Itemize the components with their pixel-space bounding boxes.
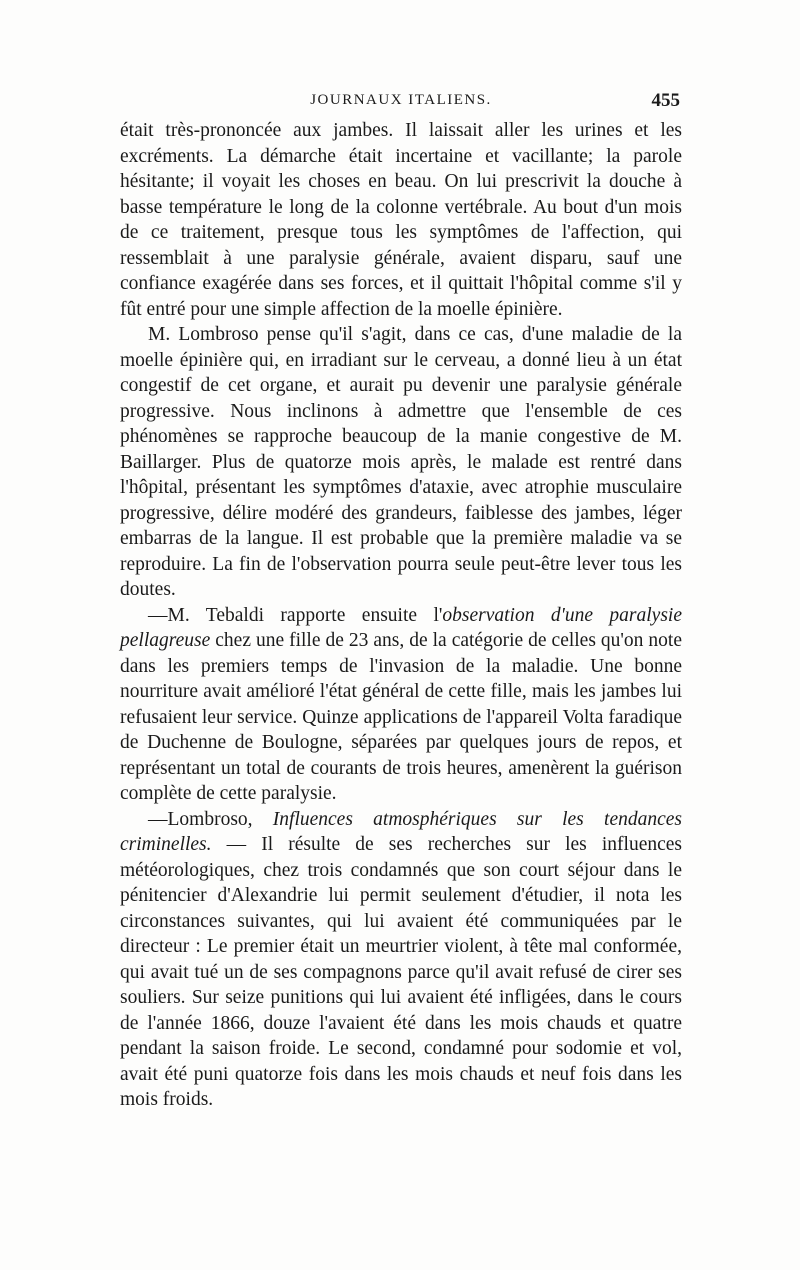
page-number: 455 [651, 90, 680, 111]
paragraph-1 [120, 118, 682, 322]
paragraph-4 [120, 807, 682, 1113]
text-segment: était très-prononcée aux jambes. Il laissait aller les urines et les excréments. La démarche était incertaine et vacillante; la parole hésitante; il voyait les choses en beau. On lui prescrivit la douche à basse température le long de la colonne vertébrale. Au bout d'un mois de ce traitement, presque tous les symptômes de l'affection, qui ressemblait à une paralysie générale, avaient disparu, sauf une confiance exagérée dans ses forces, et il quittait l'hôpital comme s'il y fût entré pour une simple affection de la moelle épinière. [120, 120, 682, 320]
italic-title: observation d'une paralysie pellagreuse [120, 604, 682, 651]
italic-title: Influences atmosphériques sur les tendances criminelles. [120, 808, 682, 855]
text-segment: M. Lombroso pense qu'il s'agit, dans ce cas, d'une maladie de la moelle épinière qui, en irradiant sur le cerveau, a donné lieu à un état congestif de cet organe, et aurait pu devenir une paralysie générale progressive. Nous inclinons à admettre que l'ensemble de ces phénomènes se rapproche beaucoup de la manie congestive de M. Baillarger. Plus de quatorze mois après, le malade est rentré dans l'hôpital, présentant les symptômes d'ataxie, avec atrophie musculaire progressive, délire modéré des grandeurs, faiblesse des jambes, léger embarras de la langue. Il est probable que la première maladie va se reproduire. La fin de l'observation pourra seule peut-être lever tous les doutes. [120, 324, 682, 600]
running-head: JOURNAUX ITALIENS. [310, 92, 492, 108]
text-segment: —M. Tebaldi rapporte ensuite l' [148, 604, 443, 626]
paragraph-2 [120, 322, 682, 603]
text-segment: —Lombroso, [148, 808, 273, 830]
body-text [120, 118, 682, 1113]
page-header [122, 90, 680, 114]
text-segment: — Il résulte de ses recherches sur les influences météorologiques, chez trois condamnés que son court séjour dans le pénitencier d'Alexandrie lui permit seulement d'étudier, il nota les circonstances suivantes, qui lui avaient été communiquées par le directeur : Le premier était un meurtrier violent, à tête mal conformée, qui avait tué un de ses compagnons parce qu'il avait refusé de cirer ses souliers. Sur seize punitions qui lui avaient été infligées, dans le cours de l'année 1866, douze l'avaient été dans les mois chauds et quatre pendant la saison froide. Le second, condamné pour sodomie et vol, avait été puni quatorze fois dans les mois chauds et neuf fois dans les mois froids. [120, 834, 682, 1110]
paragraph-3 [120, 603, 682, 807]
text-segment: chez une fille de 23 ans, de la catégorie de celles qu'on note dans les premiers temps de l'invasion de la maladie. Une bonne nourriture avait amélioré l'état général de cette fille, mais les jambes lui refusaient leur service. Quinze applications de l'appareil Volta faradique de Duchenne de Boulogne, séparées par quelques jours de repos, et représentant un total de courants de trois heures, amenèrent la guérison complète de cette paralysie. [120, 630, 682, 804]
